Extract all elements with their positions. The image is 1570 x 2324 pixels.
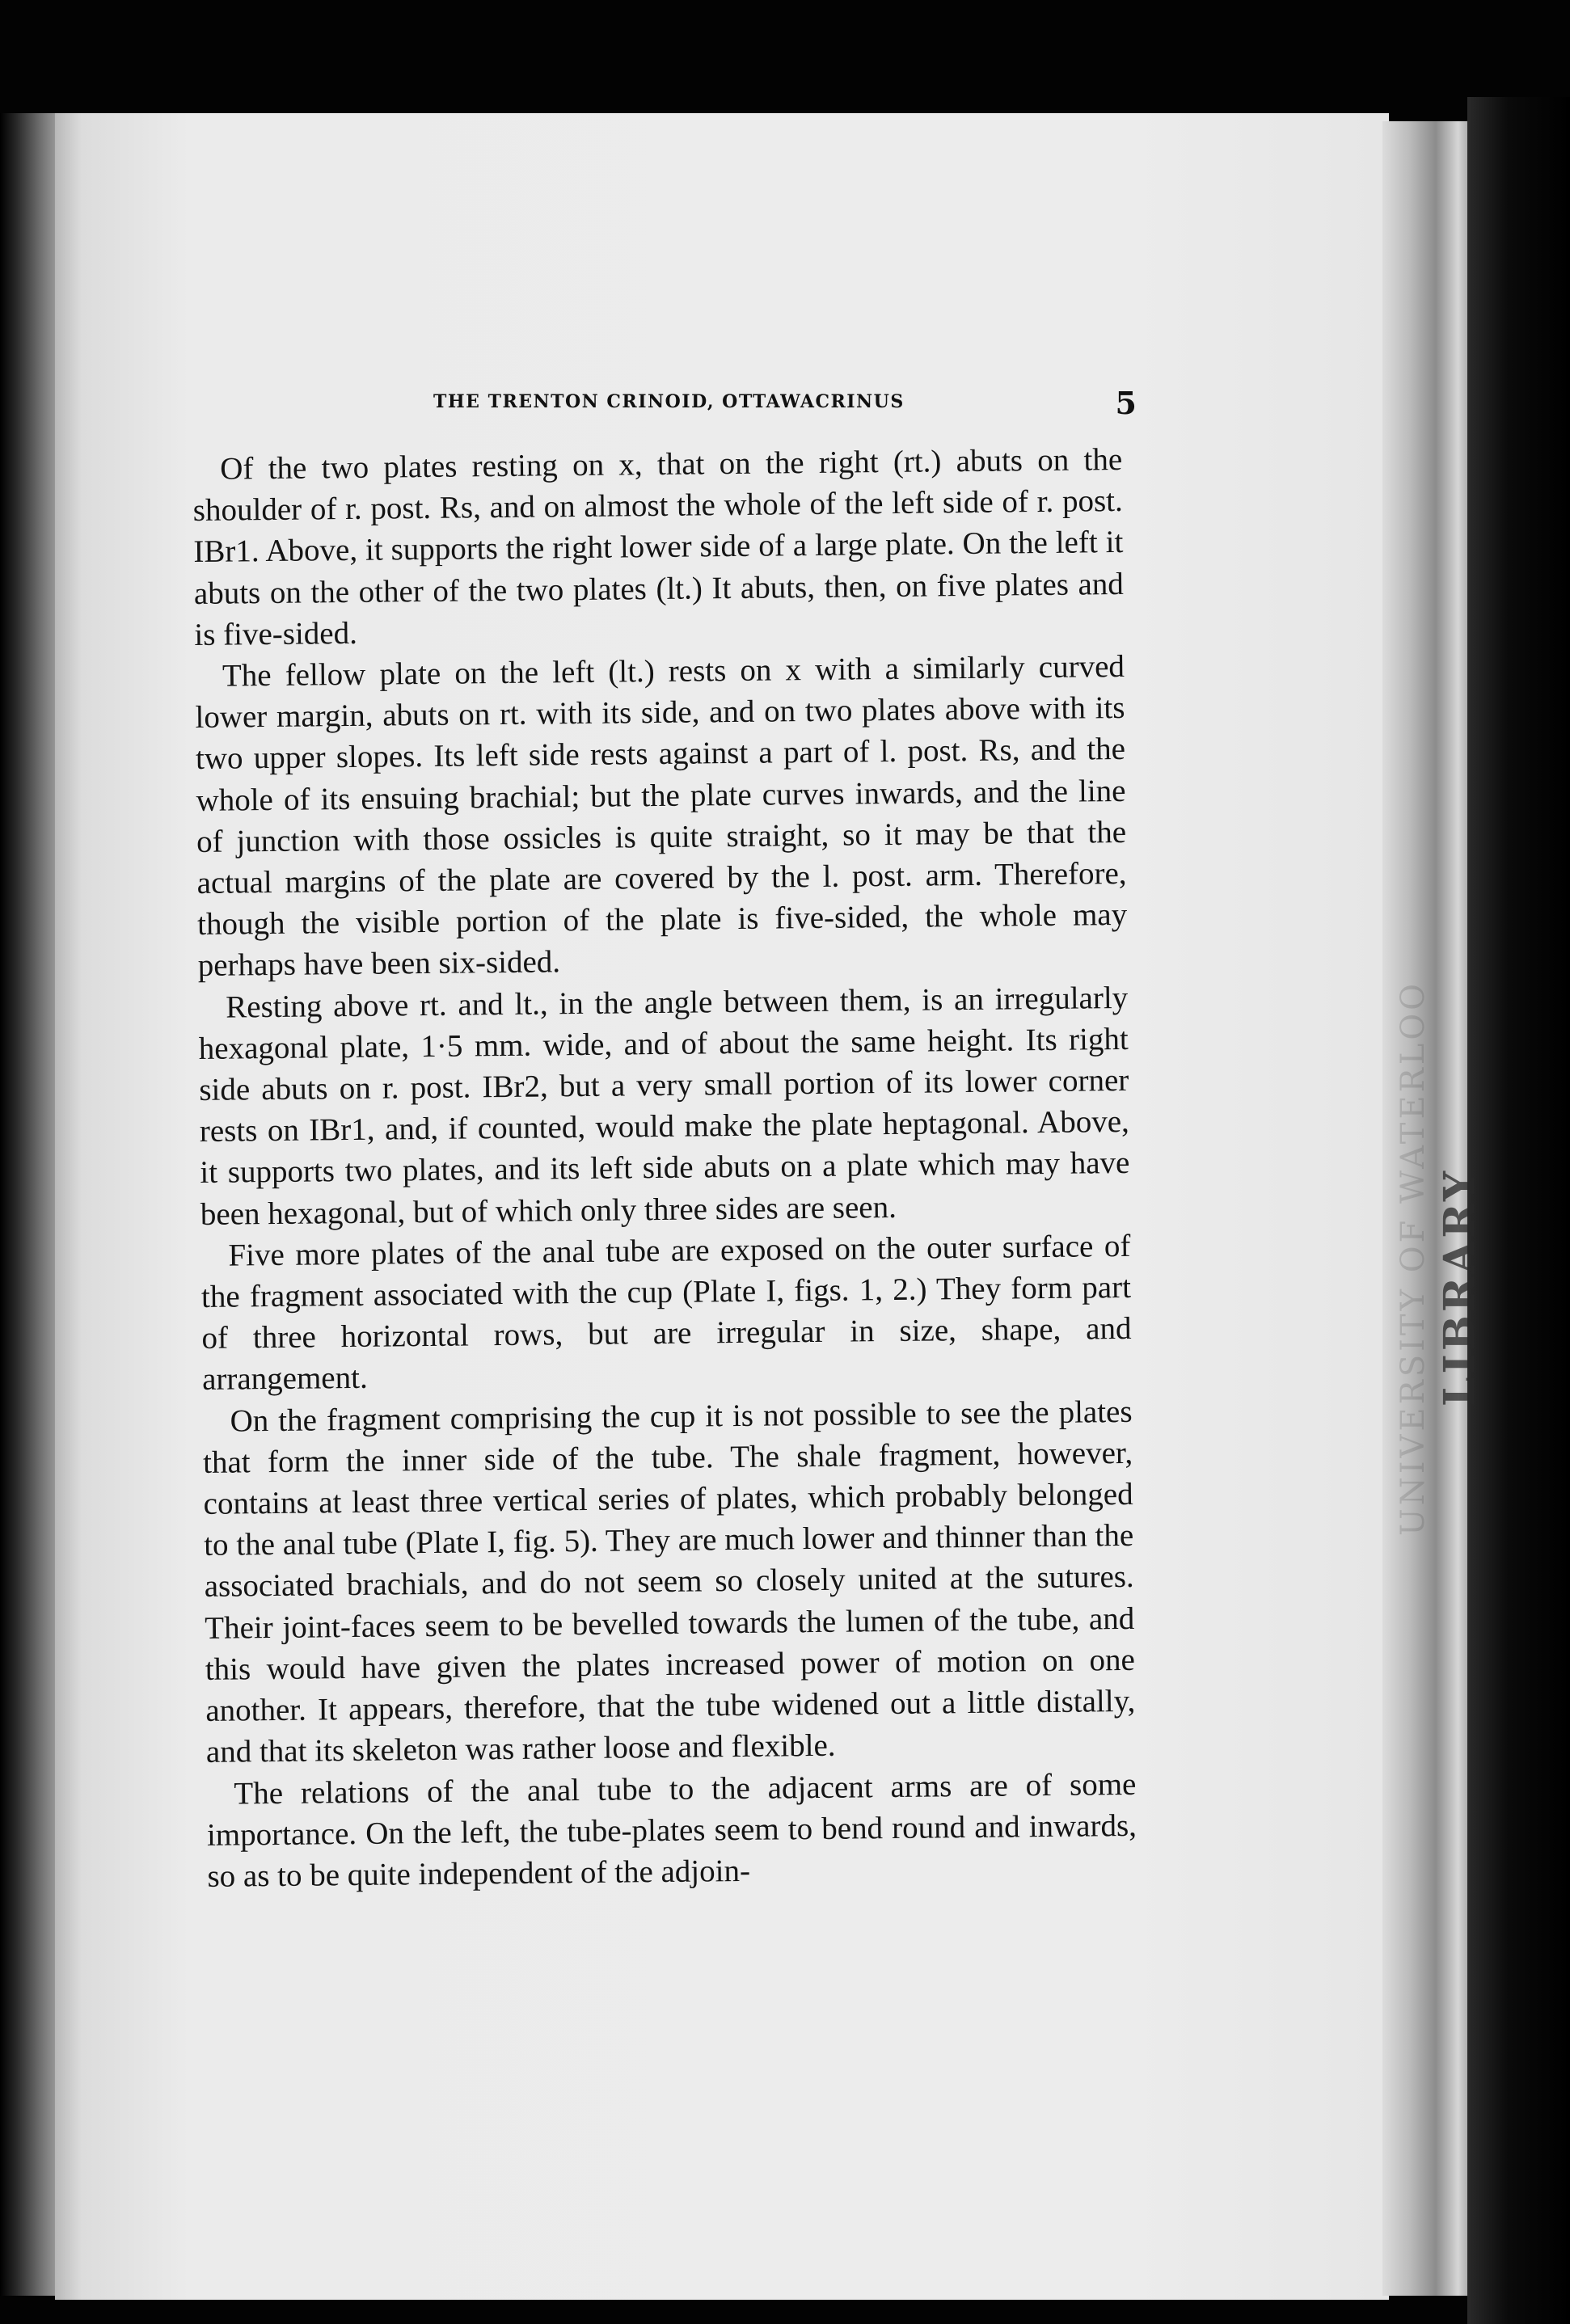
- paragraph: The relations of the anal tube to the adjacent arms are of some importance. On the left, the tube-plates seem to bend round and inwards, so as to be quite independent of the adjoin-: [206, 1766, 1137, 1894]
- body-text: [192, 439, 1137, 1897]
- page-header: [433, 385, 1137, 425]
- running-title: THE TRENTON CRINOID, OTTAWACRINUS: [433, 391, 905, 412]
- facing-page-edge: [0, 113, 57, 2296]
- page-number: 5: [1115, 385, 1137, 421]
- library-stamp: [1378, 954, 1484, 1536]
- paragraph: Resting above rt. and lt., in the angle between them, is an irregularly hexagonal plate, 1·5 mm. wide, and of about the same height. Its right side abuts on r. post. IBr2, but a very small portion of its lower corner rests on IBr1, and, if counted, would make the plate heptagonal. Above, it supports two plates, and its left side abuts on a plate which may have been hexagonal, but of which only three sides are seen.: [198, 980, 1130, 1232]
- paragraph: Five more plates of the anal tube are exposed on the outer surface of the fragment associated with the cup (Plate I, figs. 1, 2.) They form part of three horizontal rows, but are irregular in size, shape, and arrangement.: [200, 1228, 1132, 1398]
- paragraph: Of the two plates resting on x, that on the right (rt.) abuts on the shoulder of r. post. Rs, and on almost the whole of the left side of r. post. IBr1. Above, it supports the right lower side of a large plate. On the left it abuts on the other of the two plates (lt.) It abuts, then, on five plates and is five-sided.: [192, 441, 1125, 652]
- paragraph: On the fragment comprising the cup it is not possible to see the plates that form the inner side of the tube. The shale fragment, however, contains at least three vertical series of plates, which probably belonged to the anal tube (Plate I, fig. 5). They are much lower and thinner than the associated brachials, and do not seem so closely united at the sutures. Their joint-faces seem to be bevelled towards the lumen of the tube, and this would have given the plates increased power of motion on one another. It appears, therefore, that the tube widened out a little distally, and that its skeleton was rather loose and flexible.: [202, 1394, 1136, 1770]
- paragraph: The fellow plate on the left (lt.) rests on x with a similarly curved lower margin, abuts on rt. with its side, and on two plates above with its two upper slopes. Its left side rests against a part of l. post. Rs, and the whole of its ensuing brachial; but the plate curves inwards, and the line of junction with those ossicles is quite straight, so it may be that the actual margins of the plate are covered by the l. post. arm. Therefore, though the visible portion of the plate is five-sided, the whole may perhaps have been six-sided.: [195, 648, 1128, 984]
- stamp-faint-text: UNIVERSITY OF WATERLOO: [1395, 981, 1432, 1536]
- stamp-library-text: LIBRARY: [1435, 1167, 1484, 1407]
